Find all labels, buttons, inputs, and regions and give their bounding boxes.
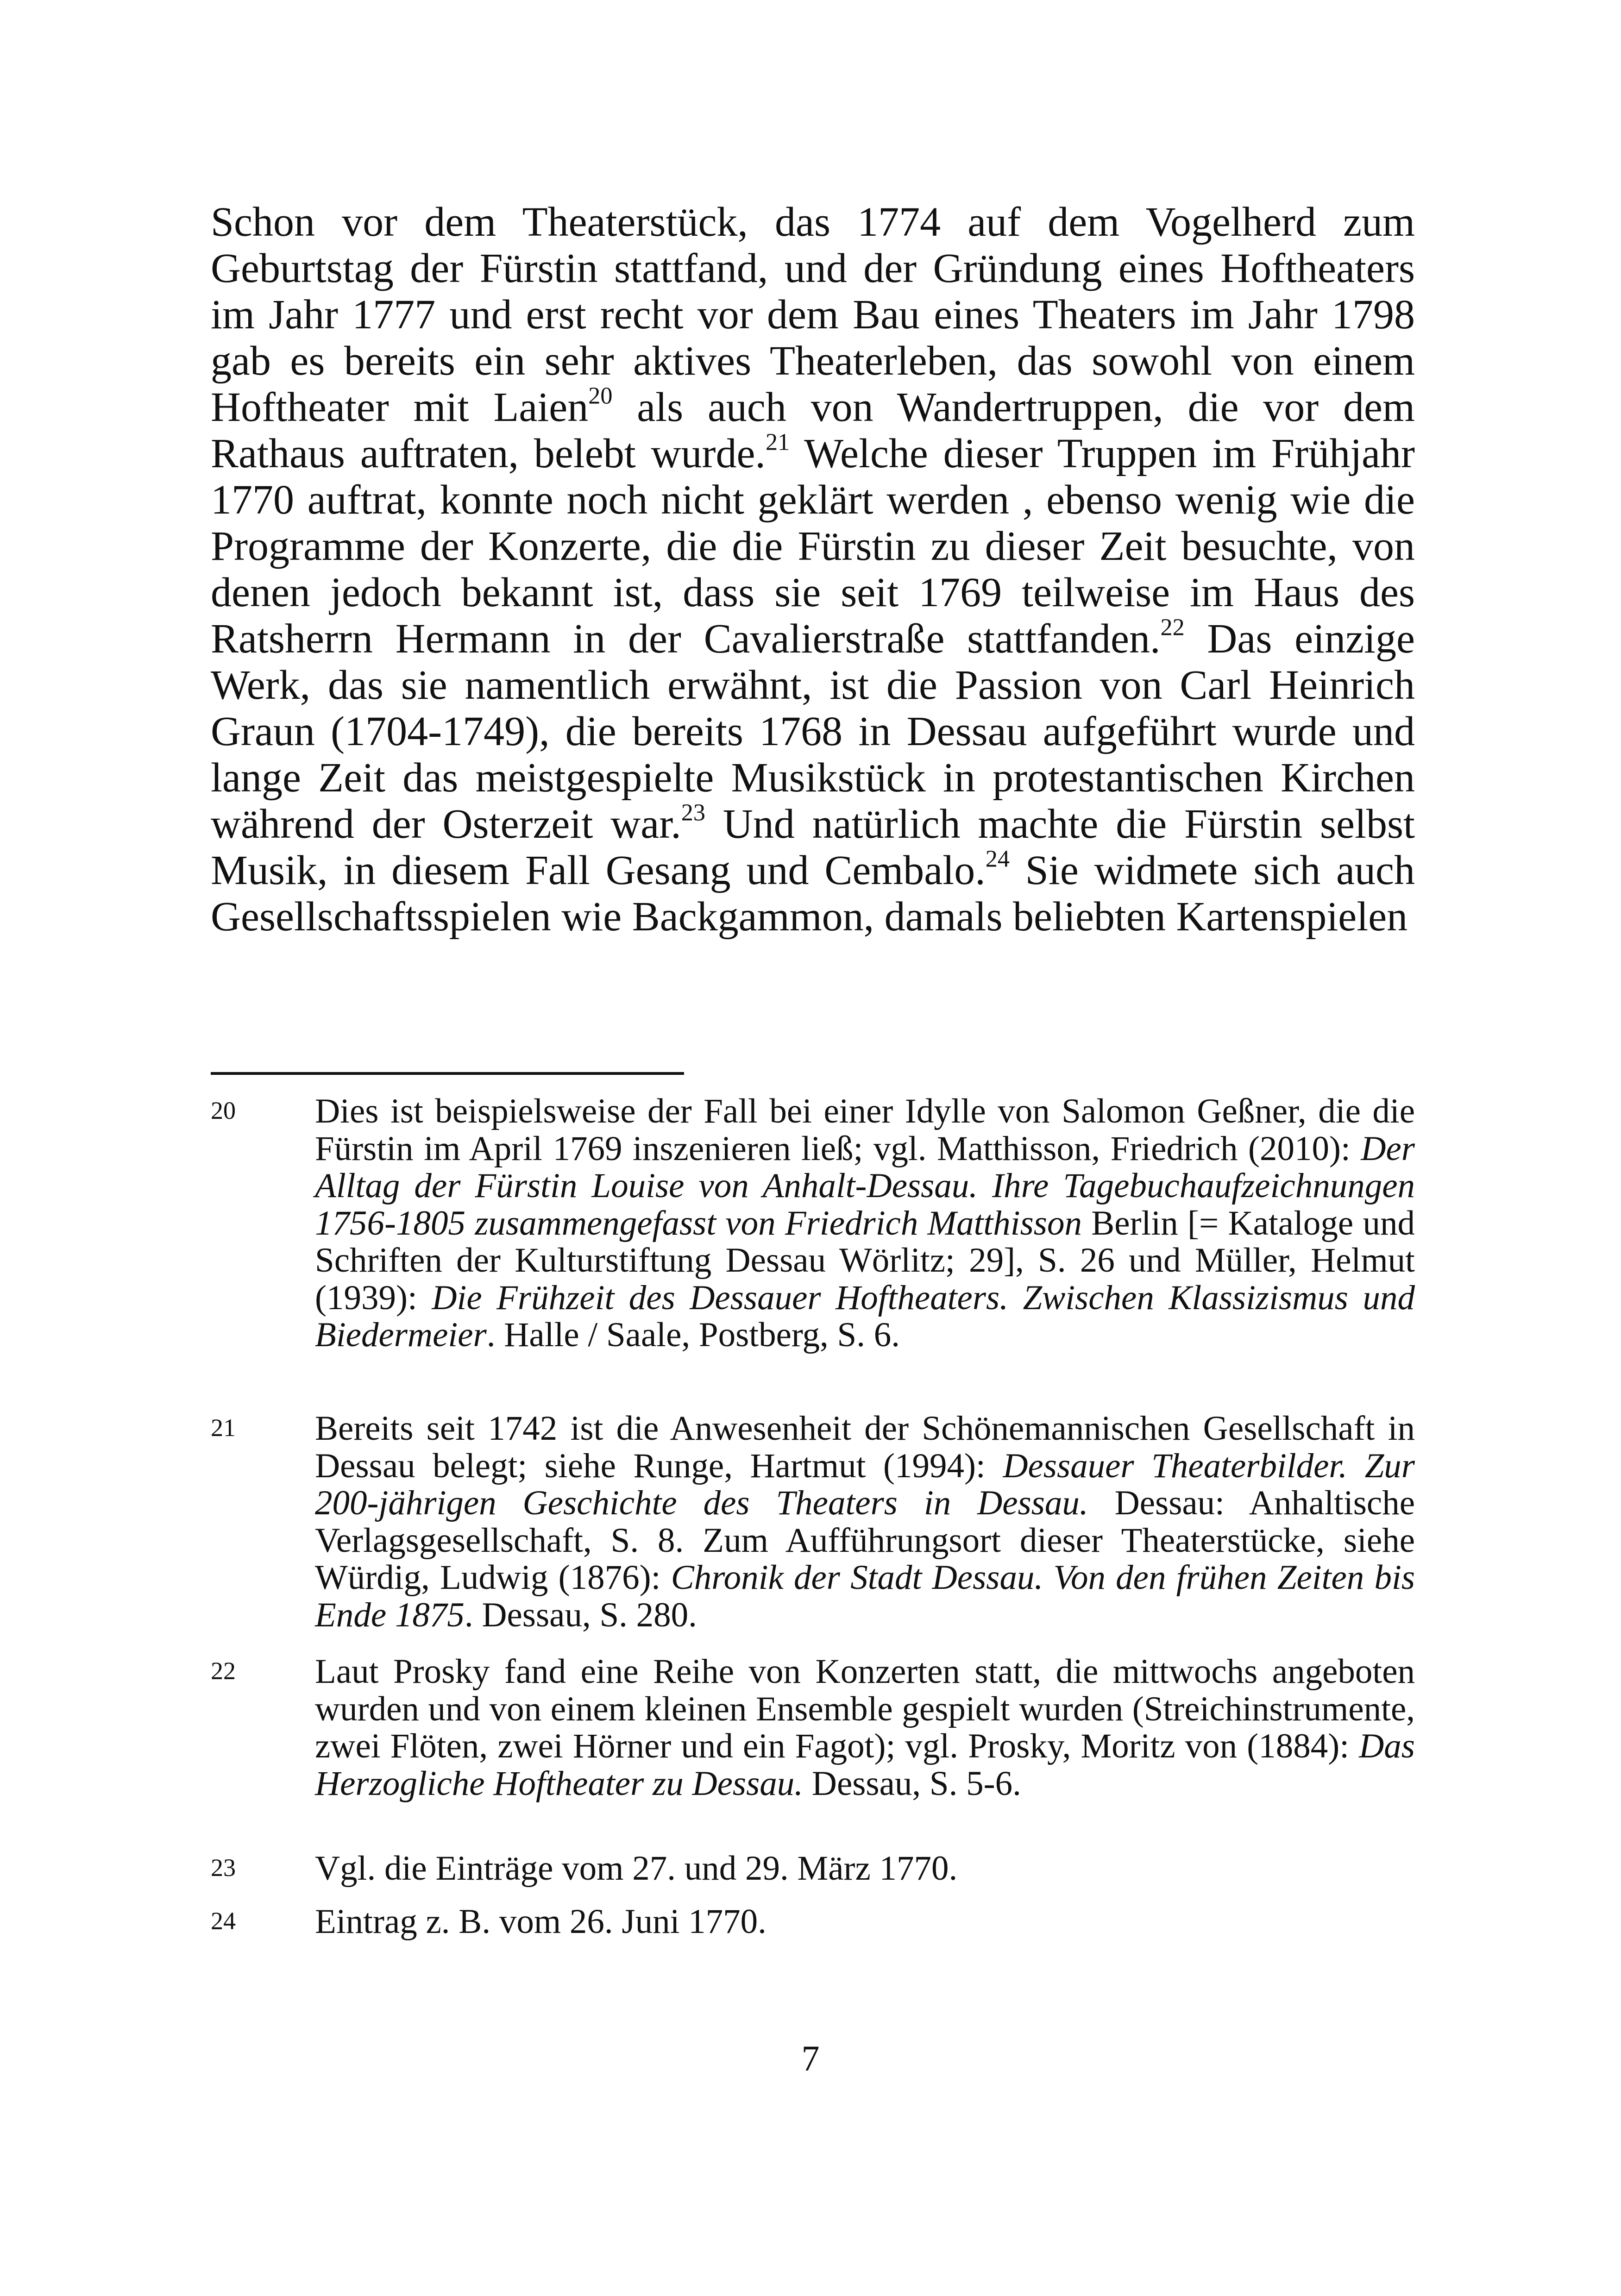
footnote-number: 21 (211, 1414, 236, 1442)
footnote-ref-20[interactable]: 20 (588, 382, 613, 409)
body-text-1: Schon vor dem Theaterstück, das 1774 auf dem Vogelherd zum Geburtstag der Fürstin stattfand, und der Gründung eines Hoftheaters im Jahr 1777 und erst recht vor dem Bau eines Theaters im Jahr 1798 gab es bereits ein sehr aktives Theaterleben, das sowohl von einem Hoftheater mit Laien (211, 199, 1415, 430)
footnote-ref-21[interactable]: 21 (765, 428, 790, 456)
body-text-5: Und natürlich machte die Fürstin selbst Musik, in diesem Fall Gesang und Cembalo. (211, 801, 1415, 893)
footnote-text-run: . Dessau, S. 280. (464, 1595, 697, 1634)
footnote-text-run: Bereits seit 1742 ist die Anwesenheit der Schönemannischen Gesellschaft in Dessau belegt; siehe Runge, Hartmut (1994): (315, 1409, 1415, 1485)
body-text-2: als auch von Wandertruppen, die vor dem Rathaus auftraten, belebt wurde. (211, 384, 1415, 477)
footnote-number: 22 (211, 1657, 236, 1685)
footnote-number: 24 (211, 1907, 236, 1935)
footnote-text-run: Berlin [= Kataloge und Schriften der Kulturstiftung Dessau Wörlitz; 29], S. 26 und Müller, Helmut (1939): (315, 1204, 1415, 1317)
page-number: 7 (801, 2038, 820, 2078)
body-text-6: Sie widmete sich auch Gesellschaftsspielen wie Backgammon, damals beliebten Kartenspielen (211, 847, 1415, 940)
footnote-title-italic: Chronik der Stadt Dessau. Von den frühen Zeiten bis Ende 1875 (315, 1558, 1415, 1634)
footnote-title-italic: Das Herzogliche Hoftheater zu Dessau. (315, 1727, 1415, 1803)
footnote-text (315, 1410, 1415, 1634)
body-text-4: Das einzige Werk, das sie namentlich erwähnt, ist die Passion von Carl Heinrich Graun (1704-1749), die bereits 1768 in Dessau aufgeführt wurde und lange Zeit das meistgespielte Musikstück in protestantischen Kirchen während der Osterzeit war. (211, 616, 1415, 847)
footnote-ref-24[interactable]: 24 (985, 845, 1010, 872)
body-paragraph (211, 199, 1415, 940)
footnote-separator (211, 1072, 684, 1075)
footnote-text-run: Vgl. die Einträge vom 27. und 29. März 1770. (315, 1849, 958, 1888)
footnote-text (315, 1903, 1415, 1941)
footnote-text-run: Laut Prosky fand eine Reihe von Konzerten statt, die mittwochs angeboten wurden und von einem kleinen Ensemble gespielt wurden (Streichinstrumente, zwei Flöten, zwei Hörner und ein Fagot); vgl. Prosky, Moritz von (1884): (315, 1652, 1415, 1765)
footnote-number: 23 (211, 1854, 236, 1882)
footnote-title-italic: Die Frühzeit des Dessauer Hoftheaters. Zwischen Klassizismus und Biedermeier (315, 1278, 1415, 1354)
footnote-text-run: Dessau, S. 5-6. (803, 1764, 1021, 1803)
footnote-ref-22[interactable]: 22 (1160, 614, 1185, 641)
footnote-text (315, 1093, 1415, 1354)
footnote-text-run: Dies ist beispielsweise der Fall bei einer Idylle von Salomon Geßner, die die Fürstin im April 1769 inszenieren ließ; vgl. Matthisson, Friedrich (2010): (315, 1092, 1415, 1168)
footnote-text (315, 1653, 1415, 1802)
footnote-text-run: Eintrag z. B. vom 26. Juni 1770. (315, 1902, 767, 1941)
footnote-text-run: Dessau: Anhaltische Verlagsgesellschaft, S. 8. Zum Aufführungsort dieser Theaterstücke, siehe Würdig, Ludwig (1876): (315, 1484, 1415, 1597)
footnote-text (315, 1850, 1415, 1888)
footnote-title-italic: Der Alltag der Fürstin Louise von Anhalt-Dessau. Ihre Tagebuchaufzeichnungen 1756-1805 zusammengefasst von Friedrich Matthisson (315, 1129, 1415, 1242)
body-text-3: Welche dieser Truppen im Frühjahr 1770 auftrat, konnte noch nicht geklärt werden , ebenso wenig wie die Programme der Konzerte, die die Fürstin zu dieser Zeit besuchte, von denen jedoch bekannt ist, dass sie seit 1769 teilweise im Haus des Ratsherrn Hermann in der Cavalierstraße stattfanden. (211, 431, 1415, 662)
footnote-ref-23[interactable]: 23 (681, 799, 705, 826)
footnote-text-run: . Halle / Saale, Postberg, S. 6. (486, 1316, 900, 1354)
footnote-title-italic: Dessauer Theaterbilder. Zur 200-jährigen Geschichte des Theaters in Dessau. (315, 1446, 1415, 1522)
footnote-number: 20 (211, 1097, 236, 1124)
